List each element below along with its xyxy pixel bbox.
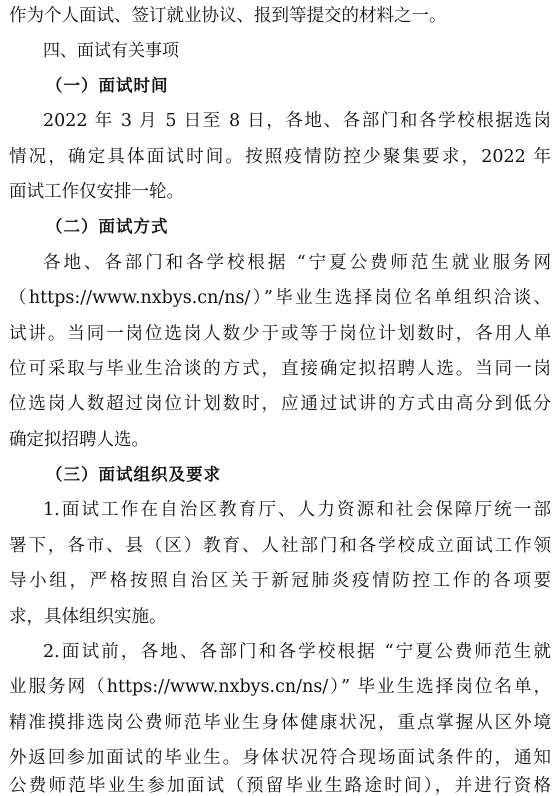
section-heading: 四、面试有关事项 — [43, 41, 179, 61]
paragraph-line: 作为个人面试、签订就业协议、报到等提交的材料之一。 — [9, 6, 447, 26]
paragraph-line: 公费师范毕业生参加面试（预留毕业生路途时间），并进行资格 — [9, 776, 551, 796]
paragraph-line: 1.面试工作在自治区教育厅、人力资源和社会保障厅统一部 — [43, 500, 551, 520]
paragraph-line: 精准摸排选岗公费师范毕业生身体健康状况，重点掌握从区外境 — [9, 713, 551, 733]
paragraph-line: 试讲。当同一岗位选岗人数少于或等于岗位计划数时，各用人单 — [9, 324, 551, 344]
paragraph-line: 位可采取与毕业生洽谈的方式，直接确定拟招聘人选。当同一岗 — [9, 359, 551, 379]
paragraph-line: 2.面试前，各地、各部门和各学校根据 “宁夏公费师范生就 — [43, 642, 551, 662]
paragraph-line: 情况，确定具体面试时间。按照疫情防控少聚集要求，2022 年 — [9, 147, 551, 167]
subsection-heading-organization: （三）面试组织及要求 — [46, 465, 221, 484]
paragraph-line: 求，具体组织实施。 — [9, 607, 167, 627]
paragraph-line: （https://www.nxbys.cn/ns/）”毕业生选择岗位名单组织洽谈、 — [9, 288, 551, 308]
paragraph-line: 各地、各部门和各学校根据 “宁夏公费师范生就业服务网 — [43, 253, 551, 273]
paragraph-line: 位选岗人数超过岗位计划数时，应通过试讲的方式由高分到低分 — [9, 394, 551, 414]
paragraph-line: 确定拟招聘人选。 — [9, 430, 149, 450]
subsection-heading-time: （一）面试时间 — [46, 76, 169, 95]
paragraph-line: 面试工作仅安排一轮。 — [9, 182, 184, 202]
subsection-heading-method: （二）面试方式 — [46, 217, 169, 236]
paragraph-line: 业服务网（https://www.nxbys.cn/ns/）” 毕业生选择岗位名单， — [9, 677, 551, 697]
paragraph-line: 署下，各市、县（区）教育、人社部门和各学校成立面试工作领 — [9, 536, 551, 556]
paragraph-line: 外返回参加面试的毕业生。身体状况符合现场面试条件的，通知 — [9, 748, 551, 768]
paragraph-line: 导小组，严格按照自治区关于新冠肺炎疫情防控工作的各项要 — [9, 571, 551, 591]
paragraph-line: 2022 年 3 月 5 日至 8 日，各地、各部门和各学校根据选岗 — [43, 111, 551, 131]
